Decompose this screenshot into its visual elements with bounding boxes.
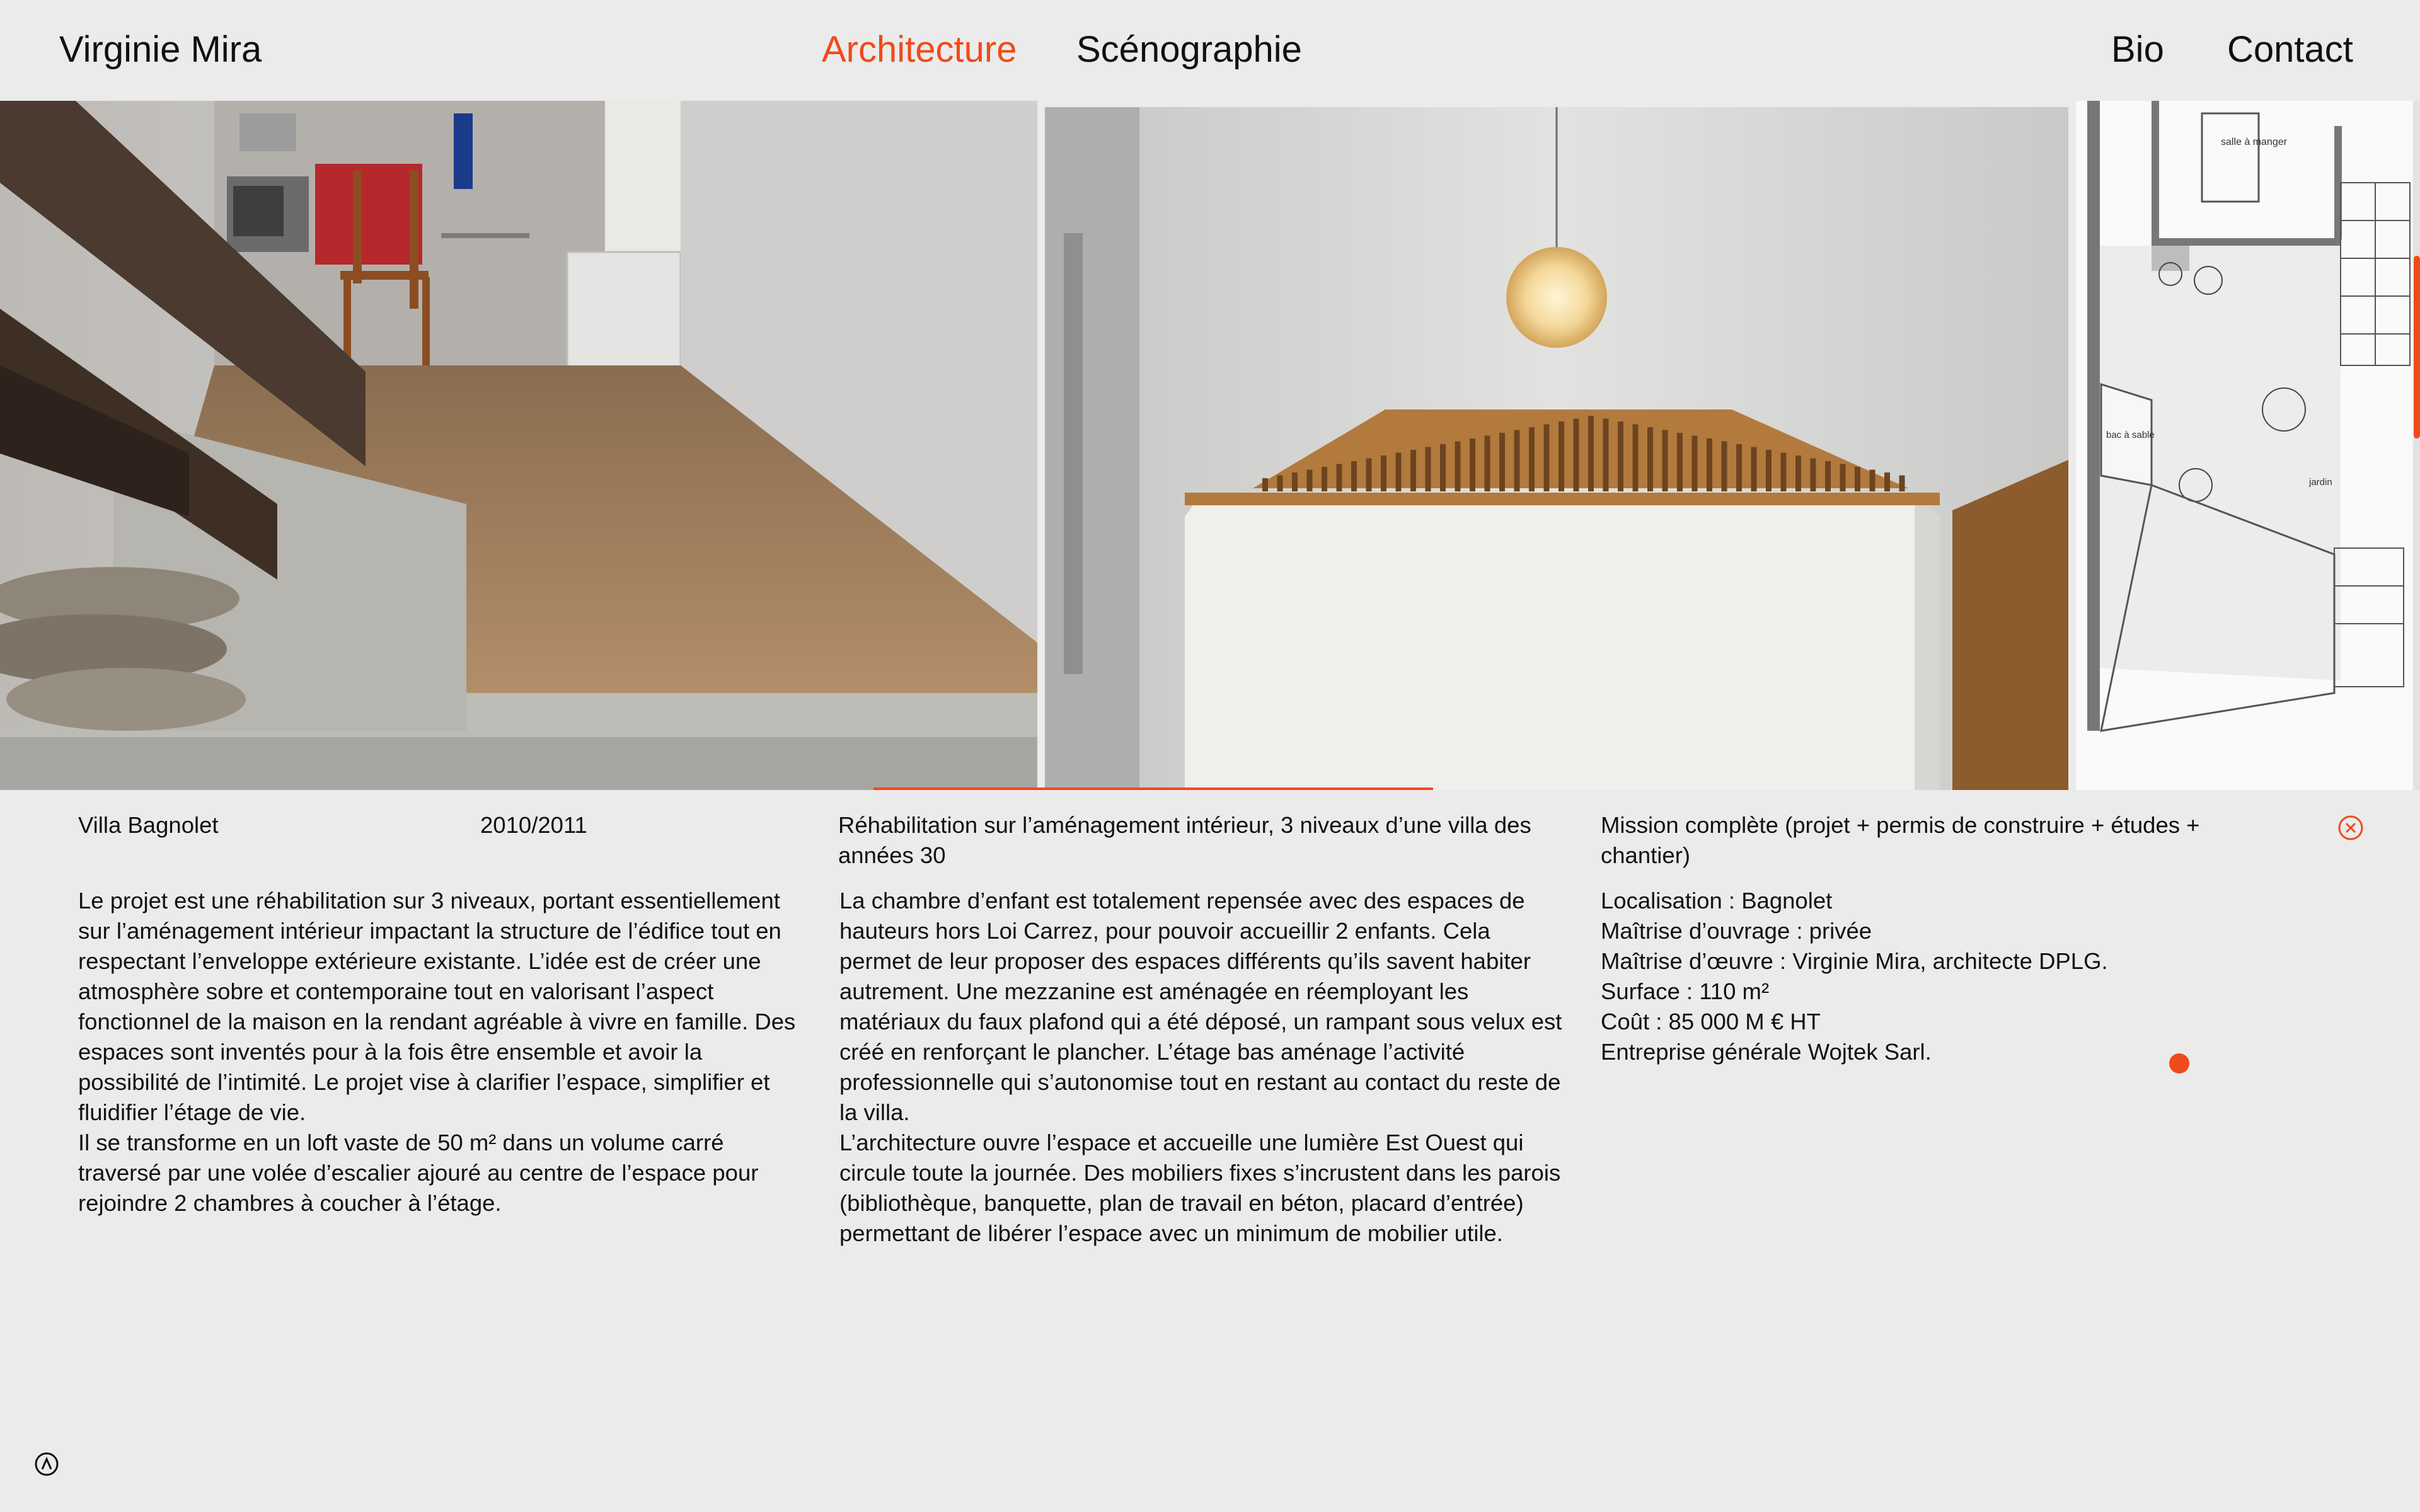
slat [1381, 455, 1386, 491]
slat [1781, 453, 1787, 492]
slat [1307, 470, 1313, 492]
slat [1544, 425, 1550, 492]
slat [1322, 467, 1327, 491]
detail-surface: Surface : 110 m² [1601, 978, 1770, 1004]
nav-scenographie[interactable]: Scénographie [1076, 29, 1302, 70]
slat [1722, 442, 1727, 492]
nav-contact[interactable]: Contact [2227, 29, 2353, 70]
slat [1899, 476, 1905, 492]
slat [1485, 436, 1490, 492]
plan-label-dining: salle à manger [2221, 137, 2287, 147]
brand-link[interactable]: Virginie Mira [59, 29, 262, 70]
gallery-scrollbar-thumb[interactable] [2414, 256, 2420, 438]
slat [1811, 459, 1816, 492]
slat [1633, 425, 1639, 492]
slat [1692, 436, 1698, 492]
detail-client: Maîtrise d’ouvrage : privée [1601, 918, 1872, 944]
slat [1514, 430, 1520, 492]
slat [1825, 461, 1831, 491]
slat [1766, 450, 1772, 491]
slat [1736, 444, 1742, 491]
project-mission: Mission complète (projet + permis de construire + études + chantier) [1601, 812, 2200, 868]
image-gallery[interactable] [0, 101, 2420, 790]
detail-cost: Coût : 85 000 M € HT [1601, 1009, 1821, 1034]
description-1-paragraph: Il se transforme en un loft vaste de 50 m² dans un volume carré traversé par une volée d’escalier ajouré au centre de l’espace pour rejoindre 2 chambres à coucher à l’étage. [78, 1130, 759, 1216]
gallery-scrollbar[interactable] [2414, 101, 2420, 790]
detail-architect: Maîtrise d’œuvre : Virginie Mira, architecte DPLG. [1601, 948, 2108, 974]
project-details [1601, 886, 2218, 1067]
nav-bio[interactable]: Bio [2111, 29, 2164, 70]
photo-floor-plan[interactable] [2076, 101, 2412, 790]
project-description-1 [78, 886, 803, 1218]
slat [1588, 416, 1594, 491]
project-subtitle: Réhabilitation sur l’aménagement intérieur, 3 niveaux d’une villa des années 30 [838, 812, 1531, 868]
project-description-2 [839, 886, 1564, 1249]
slat [1499, 433, 1505, 491]
slat [1262, 478, 1268, 491]
slat [1455, 442, 1461, 492]
cursor-dot [2169, 1053, 2189, 1074]
photo-living-room-stair[interactable] [0, 101, 1037, 790]
slat [1277, 476, 1283, 492]
slat [1337, 464, 1342, 492]
close-icon[interactable] [2337, 814, 2365, 842]
slat [1870, 470, 1876, 492]
description-2-paragraph: L’architecture ouvre l’espace et accueille une lumière Est Ouest qui circule toute la journée. Des mobiliers fixes s’incrustent dans les parois (bibliothèque, banquette, plan de travail en béton, placard d’entrée) permettant de libérer l’espace avec un minimum de mobilier utile. [839, 1130, 1561, 1246]
slat [1574, 419, 1579, 492]
slat [1795, 455, 1801, 491]
slat [1677, 433, 1683, 491]
description-2-paragraph: La chambre d’enfant est totalement repensée avec des espaces de hauteurs hors Loi Carrez, pour pouvoir accueillir 2 enfants. Cela permet de leur proposer des espaces différents qu’ils savent habiter autrement. Une mezzanine est aménagée en réemployant les matériaux du faux plafond qui a été déposé, un rampant sous velux est créé en renforçant le plancher. L’étage bas aménage l’activité professionnelle qui s’autonomise tout en restant au contact du reste de la villa. [839, 888, 1562, 1125]
slat [1529, 427, 1535, 491]
nav-architecture[interactable]: Architecture [822, 29, 1017, 70]
slat [1707, 438, 1712, 491]
photo-child-room-lamp[interactable] [1045, 107, 2068, 790]
slat [1647, 427, 1653, 491]
slat [1410, 450, 1416, 491]
slat [1470, 438, 1475, 491]
slat [1426, 447, 1431, 492]
plan-label-garden: jardin [2309, 477, 2332, 488]
slat [1559, 421, 1564, 491]
project-year: 2010/2011 [480, 812, 587, 838]
project-title: Villa Bagnolet [78, 812, 219, 838]
slat [1292, 472, 1298, 491]
slat [1840, 464, 1846, 492]
slat [1396, 453, 1402, 492]
gallery-progress-indicator [873, 788, 1433, 790]
plan-label-sandbox: bac à sable [2106, 430, 2155, 440]
slat [1662, 430, 1668, 492]
slat [1884, 472, 1890, 491]
slat [1366, 459, 1372, 492]
slat [1351, 461, 1357, 491]
slat [1855, 467, 1860, 491]
description-1-paragraph: Le projet est une réhabilitation sur 3 niveaux, portant essentiellement sur l’aménagement intérieur impactant la structure de l’édifice tout en respectant l’enveloppe extérieure existante. L’idée est de créer une atmosphère sobre et contemporaine tout en valorisant l’aspect fonctionnel de la maison en la rendant agréable à vivre en famille. Des espaces sont inventés pour à la fois être ensemble et avoir la possibilité de l’intimité. Le projet vise à clarifier l’espace, simplifier et fluidifier l’étage de vie. [78, 888, 796, 1125]
slat [1751, 447, 1757, 492]
studio-logo-icon[interactable] [34, 1452, 59, 1477]
detail-location: Localisation : Bagnolet [1601, 888, 1833, 914]
site-header [0, 0, 2420, 101]
slat [1618, 421, 1623, 491]
slat [1440, 444, 1446, 491]
detail-contractor: Entreprise générale Wojtek Sarl. [1601, 1039, 1932, 1065]
slat [1603, 419, 1609, 492]
